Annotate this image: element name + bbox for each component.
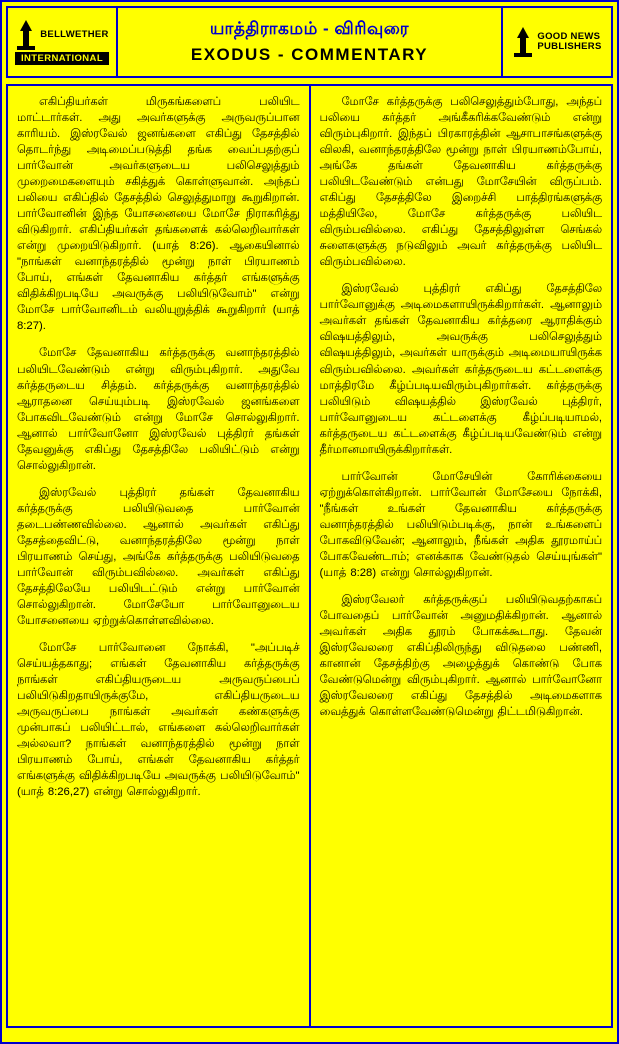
paragraph: மோசே கர்த்தருக்கு பலிசெலுத்தும்போது, அந்தப் பலியை கர்த்தர் அங்கீகரிக்கவேண்டும் என்று விரும்புகிறார். இந்தப் பிரகாரத்தின் ஆசாபாசங்களுக்கு விலகி, வனாந்தரத்திலே மூன்று நாள் பிரயாணம்போய், அங்கே தங்கள் தேவனாகிய கர்த்தருக்கு பலியிடவேண்டும் என்பது மோசேயின் விருப்பம். எகிப்து தேசத்திலே இறைச்சி பாத்திரங்களுக்கு மத்தியிலே, மோசே கர்த்தருக்கு பலியிட விரும்பவில்லை. எகிப்து தேசத்திலுள்ள செங்கல் சுளைகளுக்கு நடுவிலும் அவர் கர்த்தருக்கு பலியிட விரும்பவில்லை. [319,96,602,269]
paragraph: மோசே பார்வோனை நோக்கி, "அப்படிச் செய்யத்தகாது; எங்கள் தேவனாகிய கர்த்தருக்கு நாங்கள் எகிப்தியருடைய அருவருப்பைப் பலியிடுகிறதாயிருக்குமே, எகிப்தியருடைய அருவருப்பை நாங்கள் அவர்கள் கண்களுக்கு முன்பாகப் பலியிட்டால், எங்களை கல்லெறிவார்கள் அல்லவா? நாங்கள் வனாந்தரத்தில் மூன்று நாள் பிரயாணம் போய், எங்கள் தேவனாகிய கர்த்தர் எங்களுக்கு விதிக்கிறபடியே அவருக்கு பலியிடுவோம்" (யாத் 8:26,27) என்று சொல்லுகிறார். [17,642,300,799]
title-tamil: யாத்திராகமம் - விரிவுரை [209,19,410,38]
paragraph: மோசே தேவனாகிய கர்த்தருக்கு வனாந்தரத்தில் பலியிடவேண்டும் என்று விரும்புகிறார். அதுவே கர்த்தருடைய சித்தம். கர்த்தருக்கு வனாந்தரத்தில் ஆராதனை செய்யும்படி இஸ்ரவேல் ஜனங்களை போகவிடவேண்டும் என்று மோசே சொல்லுகிறார். ஆனால் பார்வோனோ இஸ்ரவேல் புத்திரர் தங்கள் தேவனுக்கு எகிப்து தேசத்திலே பலியிட்டும் என்று சொல்லுகிறான். [17,347,300,472]
good-news-logo-row [505,27,609,57]
page-title [118,8,501,76]
paragraph: இஸ்ரவேல் புத்திரர் எகிப்து தேசத்திலே பார்வோனுக்கு அடிமைகளாயிருக்கிறார்கள். ஆனாலும் அவர்கள் தங்கள் தேவனாகிய கர்த்தரை ஆராதிக்கும் விஷயத்திலும், அவருக்கு பலிசெலுத்தும் விஷயத்திலும், அவர்கள் யாருக்கும் அடிமையாயிருக்க விரும்பவில்லை. அவர்கள் கர்த்தருடைய கட்டளைக்கு மாத்திரமே கீழ்ப்படியவிரும்புகிறார்கள். கர்த்தருக்கு பலியிடும் விஷயத்தில் இஸ்ரவேல் புத்திரர், பார்வோனுடைய கட்டளைக்கு கீழ்ப்படியாமல், கர்த்தருடைய கட்டளைக்கு கீழ்ப்படியவேண்டும் என்று தீர்மானமாயிருக்கிறார்கள். [319,283,602,456]
page-header [6,6,613,78]
body-columns [6,84,613,1028]
torch-icon [512,27,534,57]
bellwether-name: BELLWETHER [40,28,109,40]
paragraph: இஸ்ரவேலர் கர்த்தருக்குப் பலியிடுவதற்காகப் போவதைப் பார்வோன் அனுமதிக்கிறான். ஆனால் அவர்கள் அதிக தூரம் போகக்கூடாது. தேவன் இஸ்ரவேலரை எகிப்திலிருந்து விடுதலை பண்ணி, கானான் தேசத்திற்கு அழைத்துக் கொண்டு போக வேண்டுமென்று விரும்புகிறார். ஆனால் பார்வோனோ இஸ்ரவேலரை எகிப்து தேசத்தில் அடிமைகளாக வைத்துக் கொள்ளவேண்டுமென்று திட்டமிடுகிறான். [319,593,602,719]
paragraph: இஸ்ரவேல் புத்திரர் தங்கள் தேவனாகிய கர்த்தருக்கு பலியிடுவதை பார்வோன் தடைபண்ணவில்லை. ஆனால் அவர்கள் எகிப்து தேசத்தைவிட்டு, வனாந்தரத்திலே மூன்று நாள் பிரயாணம் செய்து, அங்கே கர்த்தருக்கு பலியிடுவதை பார்வோன் விரும்பவில்லை. அவர்கள் எகிப்து தேசத்திலேயே பலியிடட்டும் என்று பார்வோன் சொல்லுகிறான். மோசேயோ பார்வோனுடைய யோசனையை ஏற்றுக்கொள்ளவில்லை. [17,486,300,627]
right-column [310,84,614,1028]
bellwether-logo [8,8,118,76]
bellwether-logo-row [10,20,114,50]
paragraph: எகிப்தியர்கள் மிருகங்களைப் பலியிட மாட்டார்கள். அது அவர்களுக்கு அருவருப்பான காரியம். இஸ்ரவேல் ஜனங்களை எகிப்து தேசத்தில் தொடர்ந்து அடிமைப்படுத்தி தங்க வைப்பதற்குப் பார்வோன் அவர்களுடைய பலிசெலுத்தும் முறைமைகளையும் சகித்துக் கொள்ளுவான். அந்தப் பலியை எகிப்தில் தேசத்தில் செலுத்துமாறு கூறுகிறான். பார்வோனின் இந்த யோசனையை மோசே நிராகரித்து விடுகிறார். எகிப்தியர்கள் தங்களைக் கல்லெறிவார்கள் என்று முறையிடுகிறார். (யாத் 8:26). ஆகையினால் "நாங்கள் வனாந்தரத்தில் மூன்று நாள் பிரயாணம் போய், எங்கள் தேவனாகிய கர்த்தர் எங்களுக்கு விதிக்கிறபடியே அவருக்கு பலியிடுவோம்" என்று மோசே பார்வோனிடம் வலியுறுத்திக் கூறுகிறார் (யாத் 8:27). [17,96,300,333]
torch-icon [15,20,37,50]
left-column [6,84,310,1028]
good-news-line2: PUBLISHERS [537,41,602,52]
bellwether-sub: INTERNATIONAL [15,52,109,65]
paragraph: பார்வோன் மோசேயின் கோரிக்கையை ஏற்றுக்கொள்கிறான். பார்வோன் மோசேயை நோக்கி, "நீங்கள் உங்கள் தேவனாகிய கர்த்தருக்கு வனாந்தரத்தில் பலியிடும்படிக்கு, நான் உங்களைப் போகவிடுவேன்; ஆனாலும், நீங்கள் அதிக தூரமாய்ப் போகவேண்டாம்; எனக்காக வேண்டுதல் செய்யுங்கள்" (யாத் 8:28) என்று சொல்லுகிறான். [319,470,602,579]
good-news-line1: GOOD NEWS [537,30,601,42]
good-news-logo [501,8,611,76]
title-english: EXODUS - COMMENTARY [190,45,429,64]
